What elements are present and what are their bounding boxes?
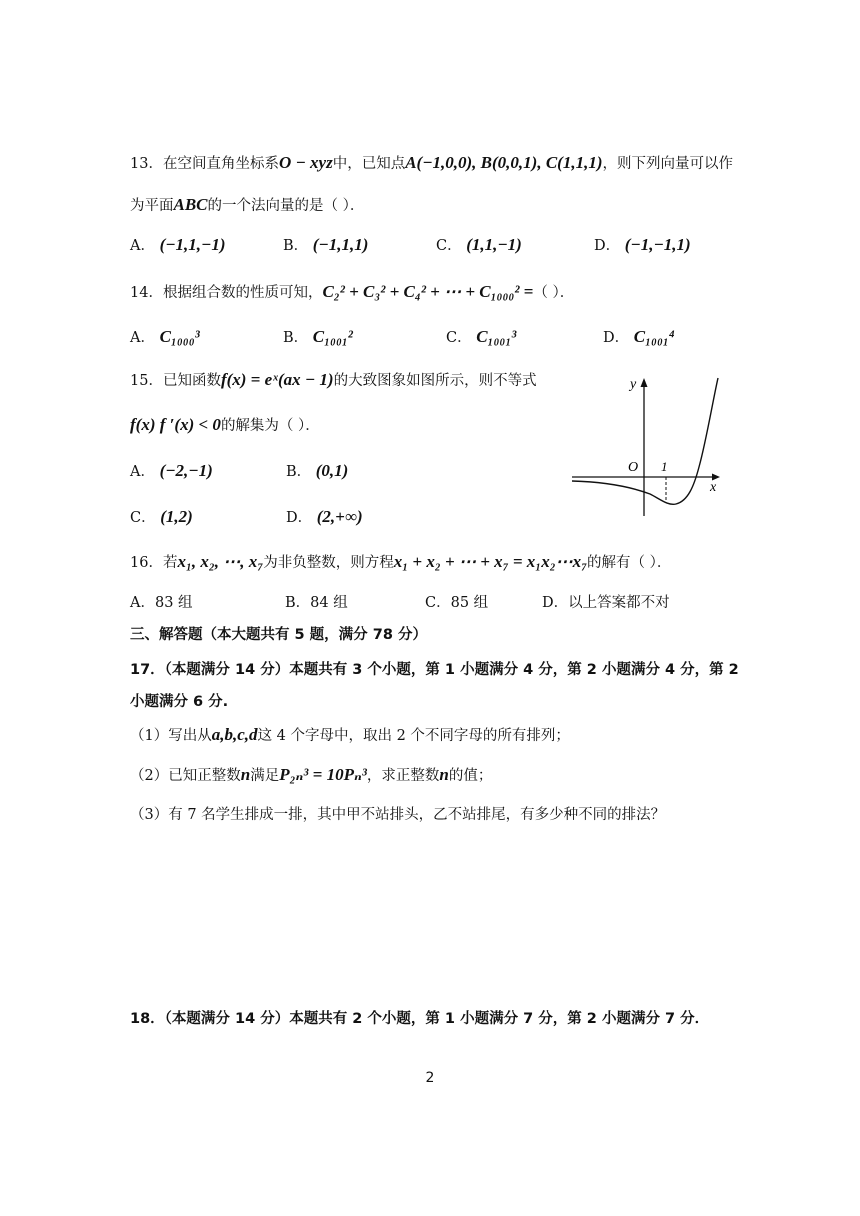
function-def: f(x) = eˣ(ax − 1) xyxy=(220,370,334,389)
letters: a,b,c,d xyxy=(211,725,258,744)
q17-part2 xyxy=(130,764,492,787)
origin-label: O xyxy=(628,460,639,475)
page-number: 2 xyxy=(425,1070,435,1086)
q15-option-a[interactable] xyxy=(130,460,213,483)
q16-option-c[interactable]: C．85 组 xyxy=(425,595,489,611)
tick-label-1: 1 xyxy=(661,459,668,474)
var-n: n xyxy=(439,765,449,784)
option-value: (2,+∞) xyxy=(316,507,363,526)
function-curve xyxy=(572,378,718,504)
q14-line xyxy=(130,281,574,304)
var-n: n xyxy=(240,765,251,784)
q16-option-b[interactable]: B．84 组 xyxy=(285,595,348,611)
q18-heading: 18．（本题满分 14 分）本题共有 2 个小题，第 1 小题满分 7 分，第 2 小题满分 7 分． xyxy=(130,1011,710,1027)
option-value: (0,1) xyxy=(315,461,349,480)
q15-option-d[interactable] xyxy=(286,506,363,529)
option-value: (−1,1,1) xyxy=(312,235,369,254)
q15-option-c[interactable] xyxy=(130,506,193,529)
option-label: A． xyxy=(130,464,155,480)
q13-option-a[interactable] xyxy=(130,234,226,257)
option-label: D． xyxy=(603,330,630,346)
q13-text: 中，已知点 xyxy=(332,156,406,172)
section-heading: 三、解答题（本大题共有 5 题，满分 78 分） xyxy=(130,627,427,643)
plane-name: ABC xyxy=(173,195,208,214)
option-label: A． xyxy=(130,330,155,346)
q13-text: 为平面 xyxy=(130,198,174,214)
option-label: A． xyxy=(130,238,155,254)
q17-text: 的值； xyxy=(448,768,493,784)
permutation-equation: P₂ₙ³ = 10Pₙ³ xyxy=(279,765,367,784)
q14-option-d[interactable] xyxy=(603,326,675,349)
x-axis-label: x xyxy=(710,480,717,495)
option-label: B． xyxy=(286,464,312,480)
q16-text: 的解有（ ）． xyxy=(587,555,672,571)
q14-text: 14．根据组合数的性质可知， xyxy=(130,285,323,301)
option-value: C₁₀₀₀³ xyxy=(159,327,200,346)
q13-option-d[interactable] xyxy=(594,234,691,257)
q17-part3: （3）有 7 名学生排成一排，其中甲不站排头，乙不站排尾，有多少种不同的排法？ xyxy=(130,807,666,823)
y-axis-arrow-icon xyxy=(641,378,648,387)
function-graph xyxy=(568,370,728,520)
q15-line2 xyxy=(130,414,320,437)
q15-text: 15．已知函数 xyxy=(130,373,221,389)
q13-option-b[interactable] xyxy=(283,234,368,257)
q16-line xyxy=(130,551,671,574)
option-value: C₁₀₀₁² xyxy=(312,327,353,346)
q15-option-b[interactable] xyxy=(286,460,348,483)
q13-line1 xyxy=(130,152,733,175)
inequality: f(x) f ′(x) < 0 xyxy=(130,415,221,434)
option-value: (1,2) xyxy=(160,507,193,526)
option-label: B． xyxy=(283,330,309,346)
option-label: D． xyxy=(594,238,621,254)
option-value: (−2,−1) xyxy=(159,461,213,480)
option-label: C． xyxy=(446,330,472,346)
q17-text: （2）已知正整数 xyxy=(130,768,241,784)
coord-system: O − xyz xyxy=(278,153,333,172)
combination-sum: C₂² + C₃² + C₄² + ⋯ + C₁₀₀₀² = xyxy=(322,282,534,301)
q17-text: 这 4 个字母中，取出 2 个不同字母的所有排列； xyxy=(257,728,570,744)
q14-text: （ ）． xyxy=(533,285,575,301)
q14-option-c[interactable] xyxy=(446,326,516,349)
q14-option-b[interactable] xyxy=(283,326,353,349)
q17-text: ，求正整数 xyxy=(366,768,440,784)
q15-text: 的解集为（ ）． xyxy=(220,418,320,434)
q16-text: 为非负整数，则方程 xyxy=(263,555,394,571)
option-label: C． xyxy=(130,510,156,526)
q13-text: ，则下列向量可以作 xyxy=(602,156,733,172)
option-label: C． xyxy=(436,238,462,254)
q17-text: （1）写出从 xyxy=(130,728,212,744)
option-label: B． xyxy=(283,238,309,254)
y-axis-label: y xyxy=(630,377,637,392)
q13-text: 的一个法向量的是（ ）． xyxy=(207,198,365,214)
q16-option-d[interactable]: D．以上答案都不对 xyxy=(542,595,670,611)
q13-line2 xyxy=(130,194,364,217)
q17-heading-line2: 小题满分 6 分. xyxy=(130,694,229,710)
option-value: (1,1,−1) xyxy=(466,235,522,254)
q14-option-a[interactable] xyxy=(130,326,200,349)
q16-option-a[interactable]: A．83 组 xyxy=(130,595,193,611)
option-value: (−1,−1,1) xyxy=(624,235,691,254)
q15-text: 的大致图象如图所示，则不等式 xyxy=(333,373,537,389)
q17-text: 满足 xyxy=(250,768,280,784)
option-value: C₁₀₀₁⁴ xyxy=(633,327,675,346)
option-value: (−1,1,−1) xyxy=(159,235,226,254)
variables: x₁, x₂, ⋯, x₇ xyxy=(177,552,264,571)
equation: x₁ + x₂ + ⋯ + x₇ = x₁x₂⋯x₇ xyxy=(393,552,588,571)
q15-line1 xyxy=(130,369,537,392)
q17-part1 xyxy=(130,724,570,747)
q17-heading-line1: 17．（本题满分 14 分）本题共有 3 个小题，第 1 小题满分 4 分，第 2 小题满分 4 分，第 2 xyxy=(130,662,739,678)
option-label: D． xyxy=(286,510,313,526)
q16-text: 16．若 xyxy=(130,555,178,571)
q13-text: 13．在空间直角坐标系 xyxy=(130,156,279,172)
option-value: C₁₀₀₁³ xyxy=(476,327,517,346)
points: A(−1,0,0), B(0,0,1), C(1,1,1) xyxy=(405,153,603,172)
q13-option-c[interactable] xyxy=(436,234,522,257)
